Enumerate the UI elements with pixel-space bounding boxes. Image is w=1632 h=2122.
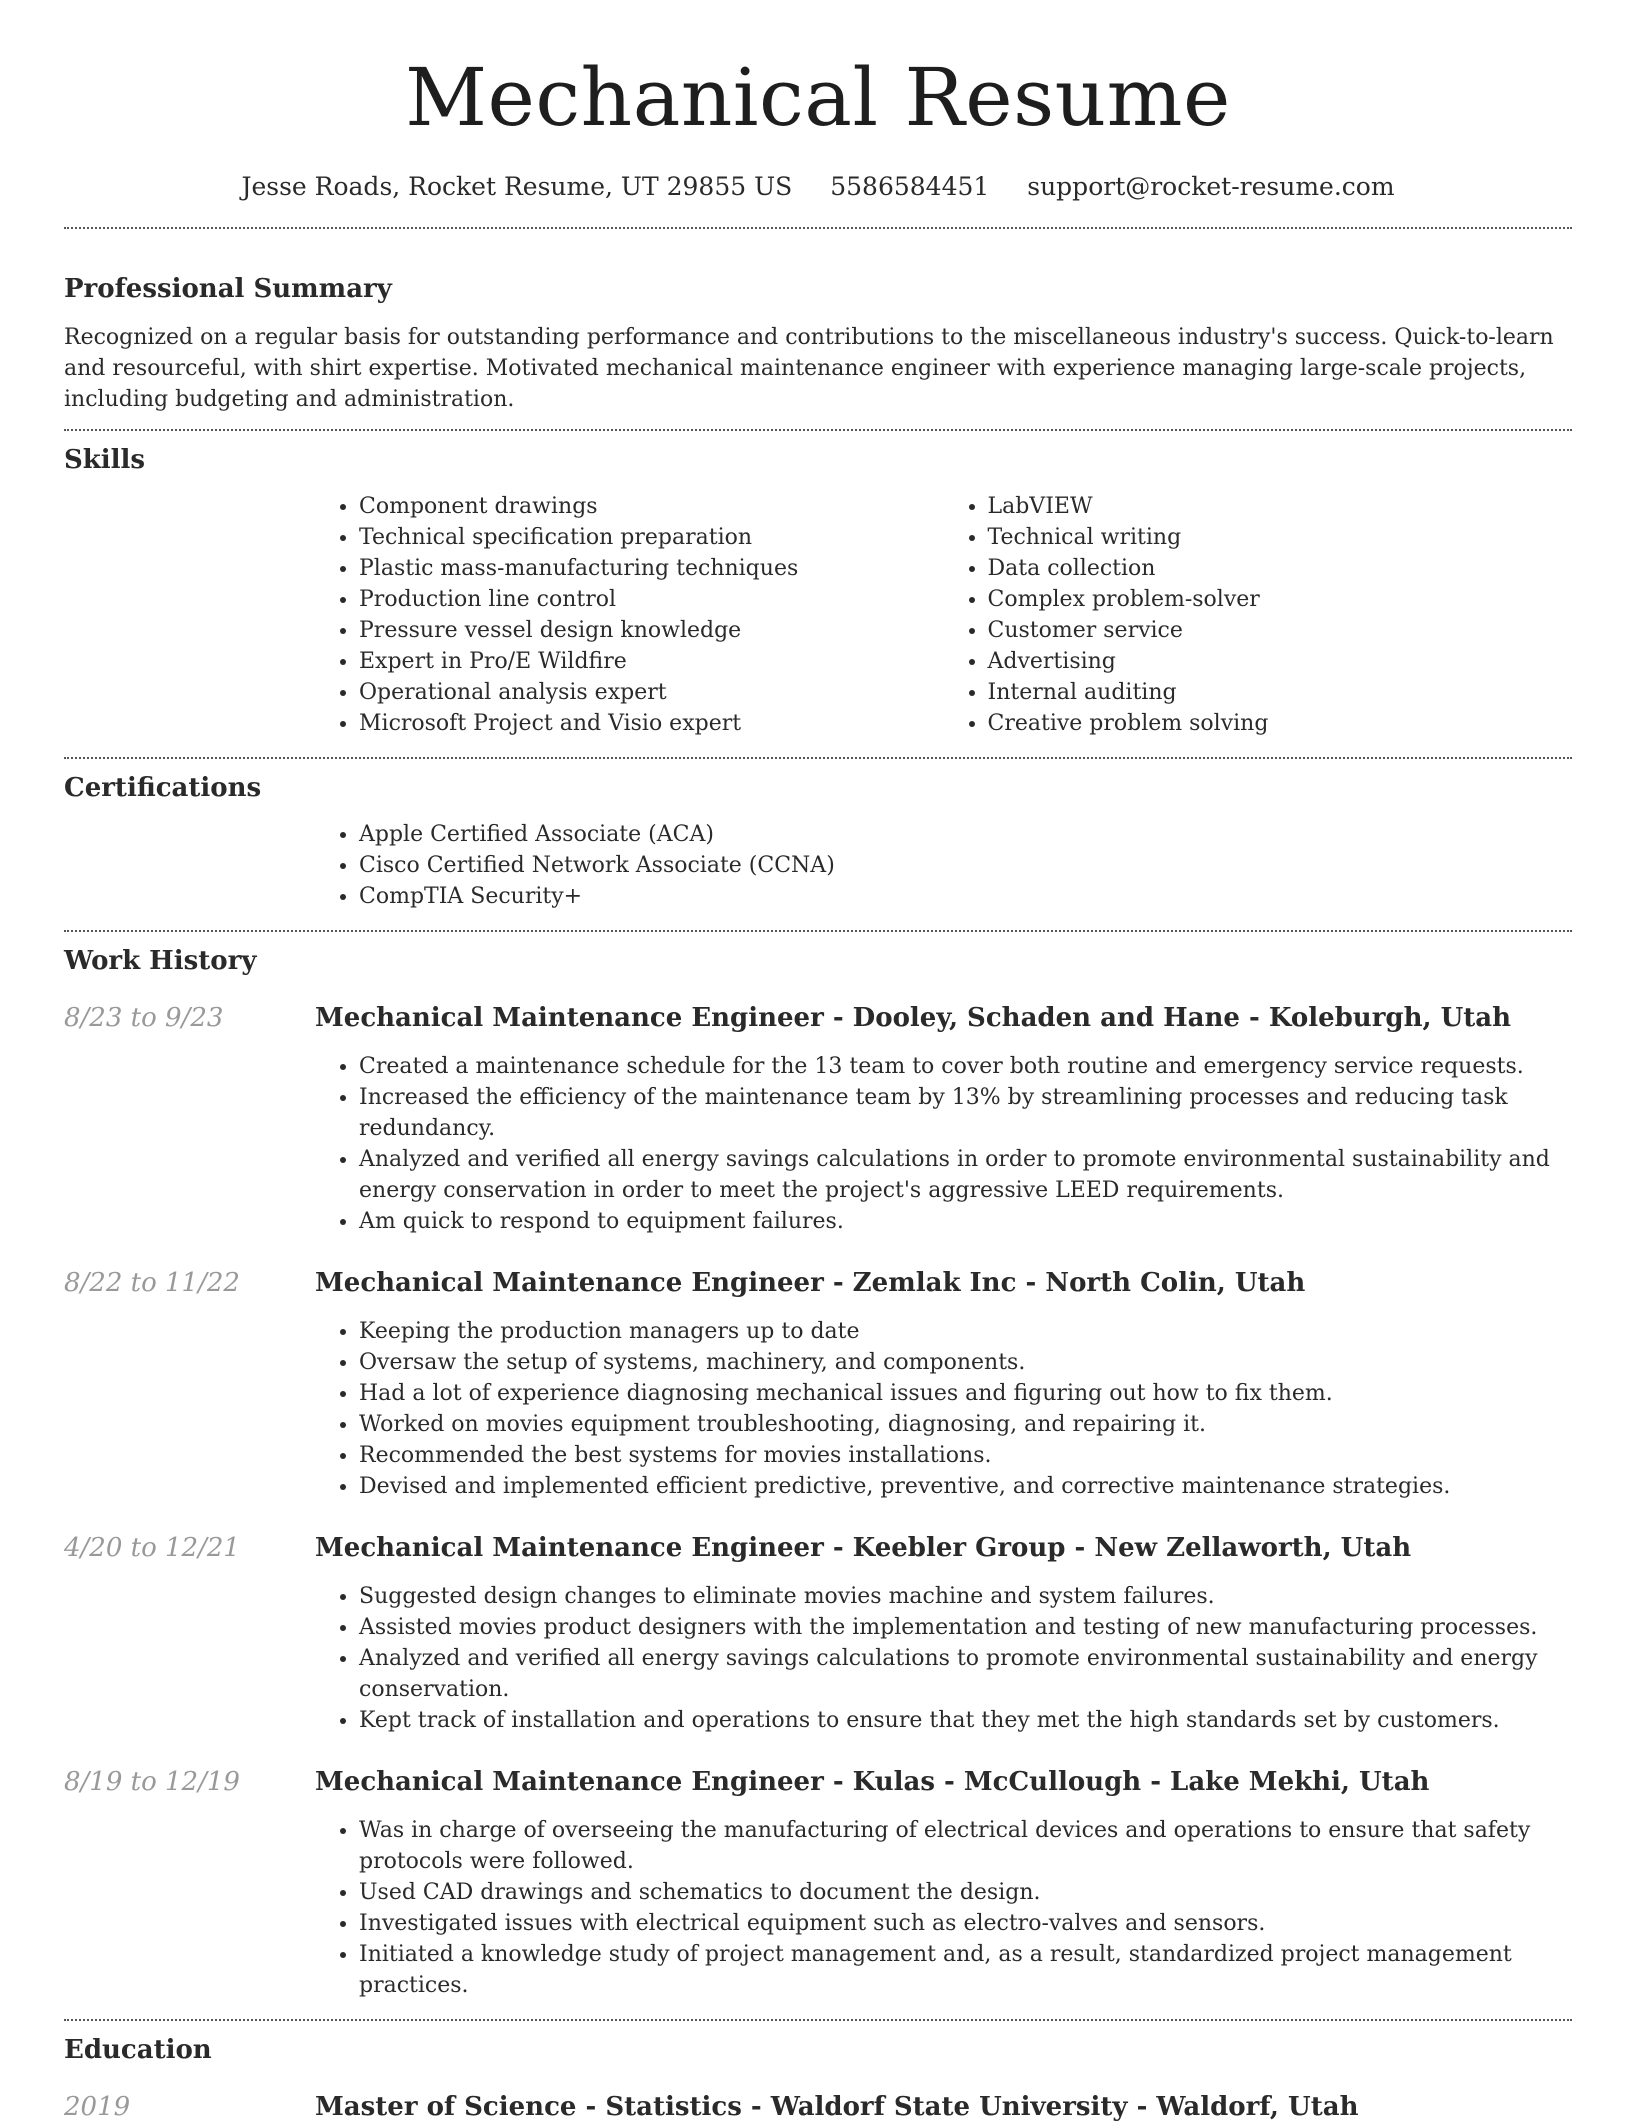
skills-section [64,447,1572,739]
job-bullet: • Had a lot of experience diagnosing mechanical issues and figuring out how to fix them. [359,1378,1572,1409]
job-dates: 8/19 to 12/19 [64,1767,240,1797]
education-degree: Master of Science - Statistics - Waldorf State University - Waldorf, Utah [315,2092,1359,2122]
job-bullets [315,1815,1572,2001]
summary-text: Recognized on a regular basis for outstanding performance and contributions to the miscellaneous industry's success. Quick-to-learn and resourceful, with shirt expertise. Motivated mechanical maintenance engineer with experience managing large-scale projects, including budgeting and administration. [64,325,1554,412]
job-dates: 8/23 to 9/23 [64,1003,224,1033]
job-bullet: • Analyzed and verified all energy savings calculations to promote environmental sustainability and energy conservation. [359,1643,1572,1705]
skill-item: • Production line control [359,584,944,615]
skill-item: • LabVIEW [988,491,1573,522]
contact-email: support@rocket-resume.com [1027,172,1395,201]
job-bullets [315,1581,1572,1736]
skill-item: • Complex problem-solver [988,584,1573,615]
education-year: 2019 [64,2092,131,2122]
job-title: Mechanical Maintenance Engineer - Keebler Group - New Zellaworth, Utah [315,1533,1412,1563]
job-entry [64,1535,1572,1736]
job-bullet: • Assisted movies product designers with the implementation and testing of new manufacturing processes. [359,1612,1572,1643]
contact-phone: 5586584451 [830,172,990,201]
section-heading-certifications: Certifications [64,773,262,803]
resume-title: Mechanical Resume [405,51,1231,144]
job-bullet: • Keeping the production managers up to date [359,1316,1572,1347]
skill-item: • Technical specification preparation [359,522,944,553]
job-bullet: • Oversaw the setup of systems, machinery, and components. [359,1347,1572,1378]
skill-item: • Plastic mass-manufacturing techniques [359,553,944,584]
skills-columns [315,491,1572,739]
job-bullet: • Recommended the best systems for movies installations. [359,1440,1572,1471]
section-heading-summary: Professional Summary [64,274,392,304]
job-title: Mechanical Maintenance Engineer - Dooley, Schaden and Hane - Koleburgh, Utah [315,1003,1512,1033]
skill-item: • Advertising [988,646,1573,677]
skill-item: • Data collection [988,553,1573,584]
job-bullet: • Worked on movies equipment troubleshooting, diagnosing, and repairing it. [359,1409,1572,1440]
certification-item: • CompTIA Security+ [359,881,1572,912]
skill-item: • Microsoft Project and Visio expert [359,708,944,739]
certifications-section [64,775,1572,912]
job-bullet: • Initiated a knowledge study of project management and, as a result, standardized project management practices. [359,1939,1572,2001]
skill-item: • Creative problem solving [988,708,1573,739]
job-bullet: • Created a maintenance schedule for the 13 team to cover both routine and emergency service requests. [359,1051,1572,1082]
job-bullet: • Used CAD drawings and schematics to document the design. [359,1877,1572,1908]
work-history-section [64,948,1572,2001]
contact-line [64,172,1572,201]
skill-item: • Customer service [988,615,1573,646]
job-dates: 8/22 to 11/22 [64,1268,240,1298]
skill-item: • Expert in Pro/E Wildfire [359,646,944,677]
section-heading-skills: Skills [64,445,146,475]
job-entry [64,1005,1572,1237]
skill-item: • Operational analysis expert [359,677,944,708]
job-bullet: • Devised and implemented efficient predictive, preventive, and corrective maintenance strategies. [359,1471,1572,1502]
job-bullets [315,1051,1572,1237]
job-title: Mechanical Maintenance Engineer - Zemlak Inc - North Colin, Utah [315,1268,1306,1298]
divider [64,227,1572,229]
job-bullet: • Suggested design changes to eliminate movies machine and system failures. [359,1581,1572,1612]
divider [64,930,1572,932]
job-dates: 4/20 to 12/21 [64,1533,240,1563]
summary-section [64,276,1572,415]
resume-page [64,0,1572,2120]
contact-address: Jesse Roads, Rocket Resume, UT 29855 US [241,172,793,201]
job-bullet: • Was in charge of overseeing the manufacturing of electrical devices and operations to ensure that safety protocols were followed. [359,1815,1572,1877]
skill-item: • Internal auditing [988,677,1573,708]
certification-item: • Cisco Certified Network Associate (CCNA) [359,850,1572,881]
certification-item: • Apple Certified Associate (ACA) [359,819,1572,850]
job-bullet: • Am quick to respond to equipment failures. [359,1206,1572,1237]
divider [64,757,1572,759]
skill-item: • Technical writing [988,522,1573,553]
skill-item: • Component drawings [359,491,944,522]
education-section [64,2037,1572,2120]
section-heading-education: Education [64,2035,212,2065]
job-entry [64,1270,1572,1502]
section-heading-work-history: Work History [64,946,257,976]
education-entry [64,2094,1572,2120]
job-bullet: • Increased the efficiency of the maintenance team by 13% by streamlining processes and reducing task redundancy. [359,1082,1572,1144]
skill-item: • Pressure vessel design knowledge [359,615,944,646]
job-bullet: • Investigated issues with electrical equipment such as electro-valves and sensors. [359,1908,1572,1939]
job-entry [64,1769,1572,2001]
divider [64,2019,1572,2021]
job-bullet: • Analyzed and verified all energy savings calculations in order to promote environmental sustainability and energy conservation in order to meet the project's aggressive LEED requirements. [359,1144,1572,1206]
divider [64,429,1572,431]
certifications-list [315,819,1572,912]
job-bullet: • Kept track of installation and operations to ensure that they met the high standards set by customers. [359,1705,1572,1736]
skills-list-right [944,491,1573,739]
job-bullets [315,1316,1572,1502]
job-title: Mechanical Maintenance Engineer - Kulas - McCullough - Lake Mekhi, Utah [315,1767,1430,1797]
skills-list-left [315,491,944,739]
